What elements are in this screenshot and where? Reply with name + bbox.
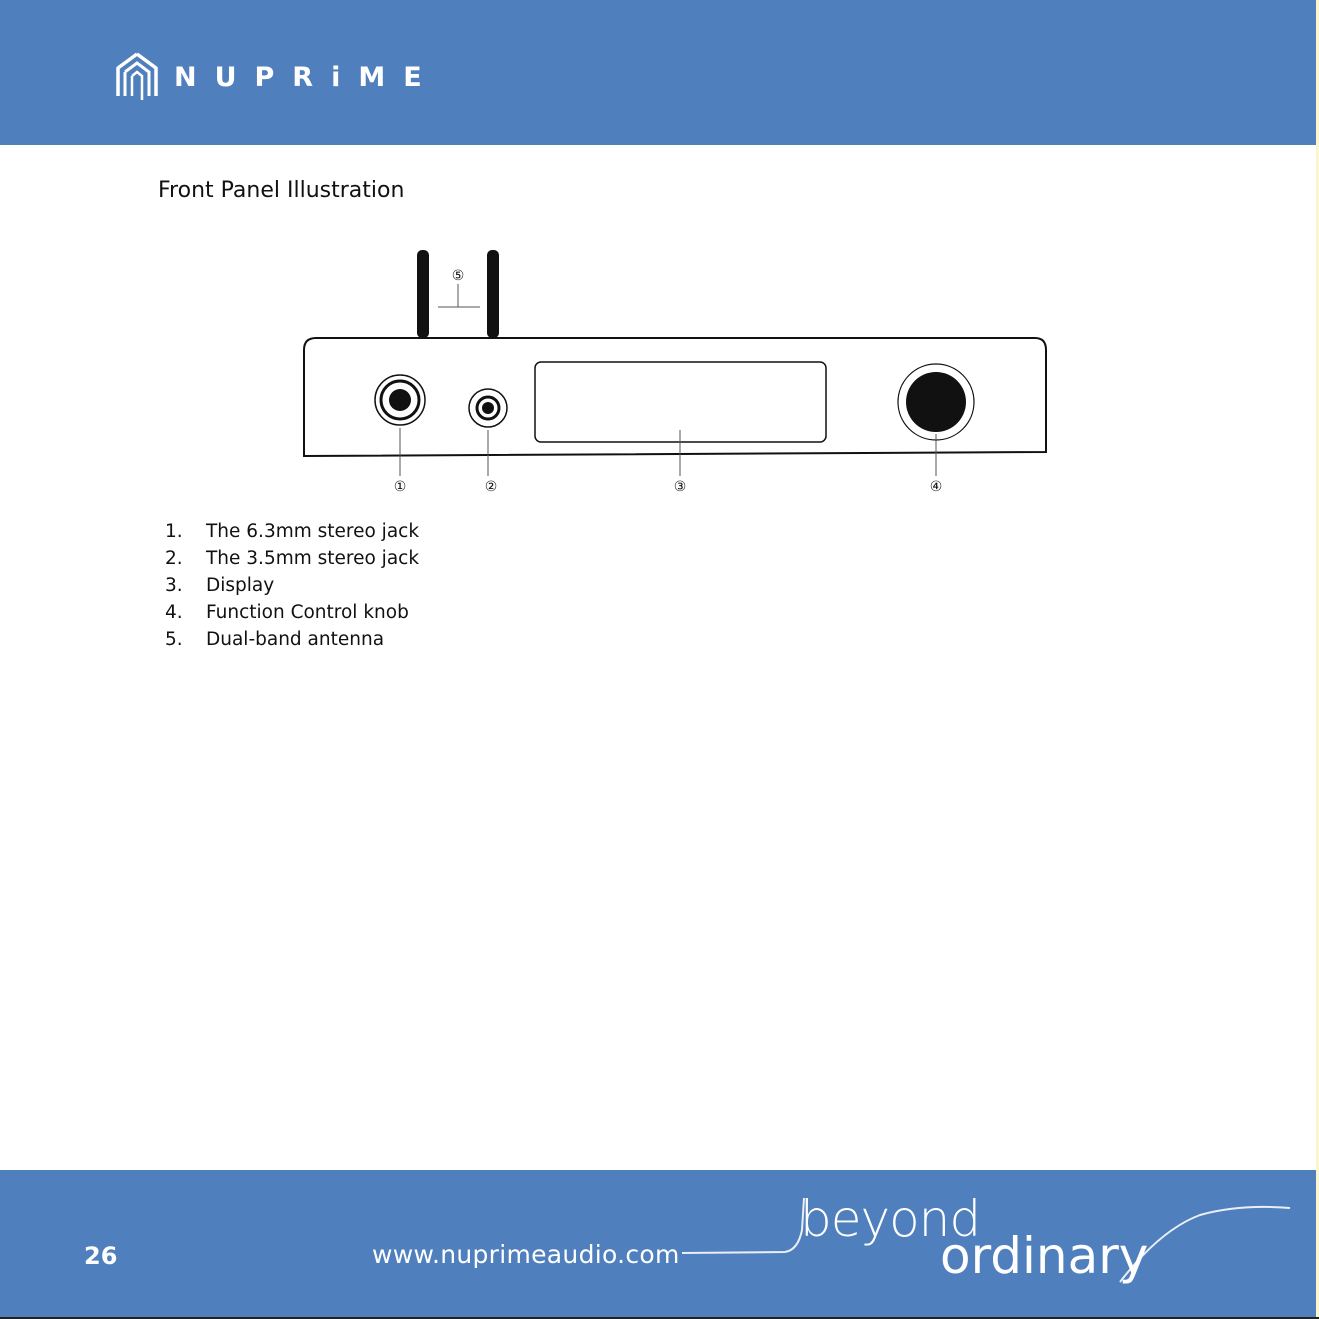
- list-item: [165, 518, 419, 545]
- brand-name: NUPRiME: [174, 61, 440, 93]
- callout-5: ⑤: [451, 268, 465, 284]
- list-item-text: The 3.5mm stereo jack: [206, 548, 420, 569]
- list-item-number: 3.: [165, 575, 183, 596]
- tagline-beyond: beyond: [800, 1190, 981, 1248]
- list-item-number: 1.: [165, 521, 183, 542]
- list-item: [165, 599, 419, 626]
- function-control-knob: [898, 364, 974, 440]
- antenna-left: [417, 250, 429, 338]
- list-item-text: Dual-band antenna: [206, 629, 385, 650]
- list-item: [165, 572, 419, 599]
- list-item: [165, 626, 419, 653]
- jack-3-5mm: [469, 389, 507, 427]
- list-item-text: Display: [206, 575, 275, 596]
- nuprime-logo-icon: [116, 52, 158, 102]
- antenna-right: [487, 250, 499, 338]
- callout-1: ①: [393, 479, 407, 495]
- front-panel-illustration: [290, 240, 1060, 500]
- website-link[interactable]: www.nuprimeaudio.com: [372, 1240, 680, 1269]
- callout-3: ③: [673, 479, 687, 495]
- callout-4: ④: [929, 479, 943, 495]
- list-item-number: 5.: [165, 629, 183, 650]
- section-title: Front Panel Illustration: [158, 178, 405, 203]
- brand-logo: [116, 52, 440, 102]
- list-item-text: Function Control knob: [206, 602, 409, 623]
- list-item-number: 2.: [165, 548, 183, 569]
- tagline-ordinary: ordinary: [940, 1227, 1149, 1285]
- page-footer: [0, 1170, 1316, 1318]
- page-header: [0, 0, 1316, 145]
- component-legend: [165, 518, 419, 653]
- list-item-text: The 6.3mm stereo jack: [206, 521, 420, 542]
- list-item: [165, 545, 419, 572]
- list-item-number: 4.: [165, 602, 183, 623]
- page-number: 26: [84, 1242, 118, 1270]
- jack-6-3mm: [375, 375, 425, 425]
- callout-2: ②: [484, 479, 498, 495]
